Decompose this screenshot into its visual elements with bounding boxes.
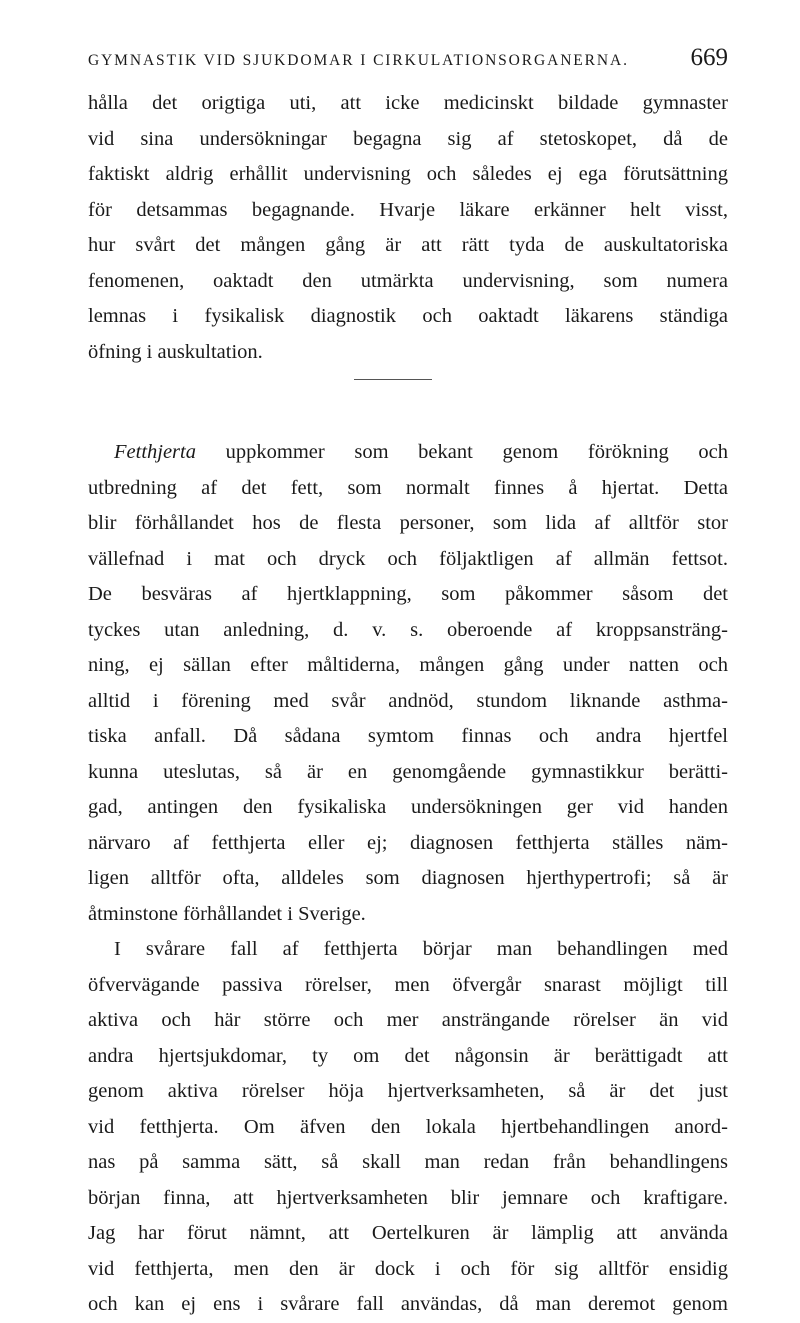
- text-line: vid sina undersökningar begagna sig af stetoskopet, då de: [88, 127, 728, 150]
- text-line: öfning i auskultation.: [88, 340, 263, 363]
- text-line: Jag har förut nämnt, att Oertelkuren är lämplig att använda: [88, 1222, 728, 1244]
- paragraph-1: [88, 86, 728, 370]
- text-line: öfvervägande passiva rörelser, men öfvergår snarast möjligt till: [88, 973, 728, 996]
- text-line: blir förhållandet hos de flesta personer, som lida af alltför stor: [88, 512, 728, 534]
- text-line: lemnas i fysikalisk diagnostik och oaktadt läkarens ständiga: [88, 305, 728, 327]
- text-line: för detsammas begagnande. Hvarje läkare erkänner helt visst,: [88, 198, 728, 221]
- text-line: och kan ej ens i svårare fall användas, då man deremot genom: [88, 1293, 728, 1315]
- text-line: alltid i förening med svår andnöd, stundom liknande asthma-: [88, 689, 728, 712]
- running-head: [88, 44, 728, 80]
- text-line: ligen alltför ofta, alldeles som diagnosen hjerthypertrofi; så är: [88, 867, 728, 889]
- text-line: ning, ej sällan efter måltiderna, mången gång under natten och: [88, 654, 728, 676]
- text-line: gad, antingen den fysikaliska undersökningen ger vid handen: [88, 796, 728, 818]
- text-line: kunna uteslutas, så är en genomgående gymnastikkur berätti-: [88, 760, 728, 783]
- running-title: GYMNASTIK VID SJUKDOMAR I CIRKULATIONSORGANERNA.: [88, 52, 629, 69]
- text-line: utbredning af det fett, som normalt finnes å hjertat. Detta: [88, 476, 728, 499]
- section-divider: [354, 379, 432, 380]
- text-line: vällefnad i mat och dryck och följaktligen af allmän fettsot.: [88, 547, 728, 570]
- text-line: faktiskt aldrig erhållit undervisning och således ej ega förutsättning: [88, 163, 728, 185]
- text-line: vid fetthjerta, men den är dock i och för sig alltför ensidig: [88, 1257, 728, 1280]
- text-line: tiska anfall. Då sådana symtom finnas och andra hjertfel: [88, 725, 728, 747]
- text-line: närvaro af fetthjerta eller ej; diagnosen fetthjerta ställes näm-: [88, 831, 728, 854]
- lead-term: Fetthjerta: [114, 441, 196, 463]
- text-line: åtminstone förhållandet i Sverige.: [88, 902, 366, 925]
- lead-rest: uppkommer som bekant genom förökning och: [195, 441, 728, 463]
- text-line: hålla det origtiga uti, att icke medicinskt bildade gymnaster: [88, 92, 728, 114]
- text-line: hur svårt det mången gång är att rätt tyda de auskultatoriska: [88, 234, 728, 256]
- text-line: genom aktiva rörelser höja hjertverksamheten, så är det just: [88, 1080, 728, 1102]
- page-number: 669: [690, 44, 728, 71]
- text-line: I svårare fall af fetthjerta börjar man behandlingen med: [114, 938, 728, 960]
- text-line: tyckes utan anledning, d. v. s. oberoende af kroppsansträng-: [88, 618, 728, 641]
- text-line: vid fetthjerta. Om äfven den lokala hjertbehandlingen anord-: [88, 1115, 728, 1138]
- paragraph-2: [88, 435, 728, 1323]
- text-line: aktiva och här större och mer ansträngande rörelser än vid: [88, 1009, 728, 1031]
- text-line: fenomenen, oaktadt den utmärkta undervisning, som numera: [88, 269, 728, 292]
- text-line: nas på samma sätt, så skall man redan från behandlingens: [88, 1151, 728, 1173]
- text-line: andra hjertsjukdomar, ty om det någonsin är berättigadt att: [88, 1044, 728, 1067]
- text-line: De besväras af hjertklappning, som påkommer såsom det: [88, 583, 728, 605]
- text-line: början finna, att hjertverksamheten blir jemnare och kraftigare.: [88, 1186, 728, 1209]
- text-line-lead: [88, 435, 728, 471]
